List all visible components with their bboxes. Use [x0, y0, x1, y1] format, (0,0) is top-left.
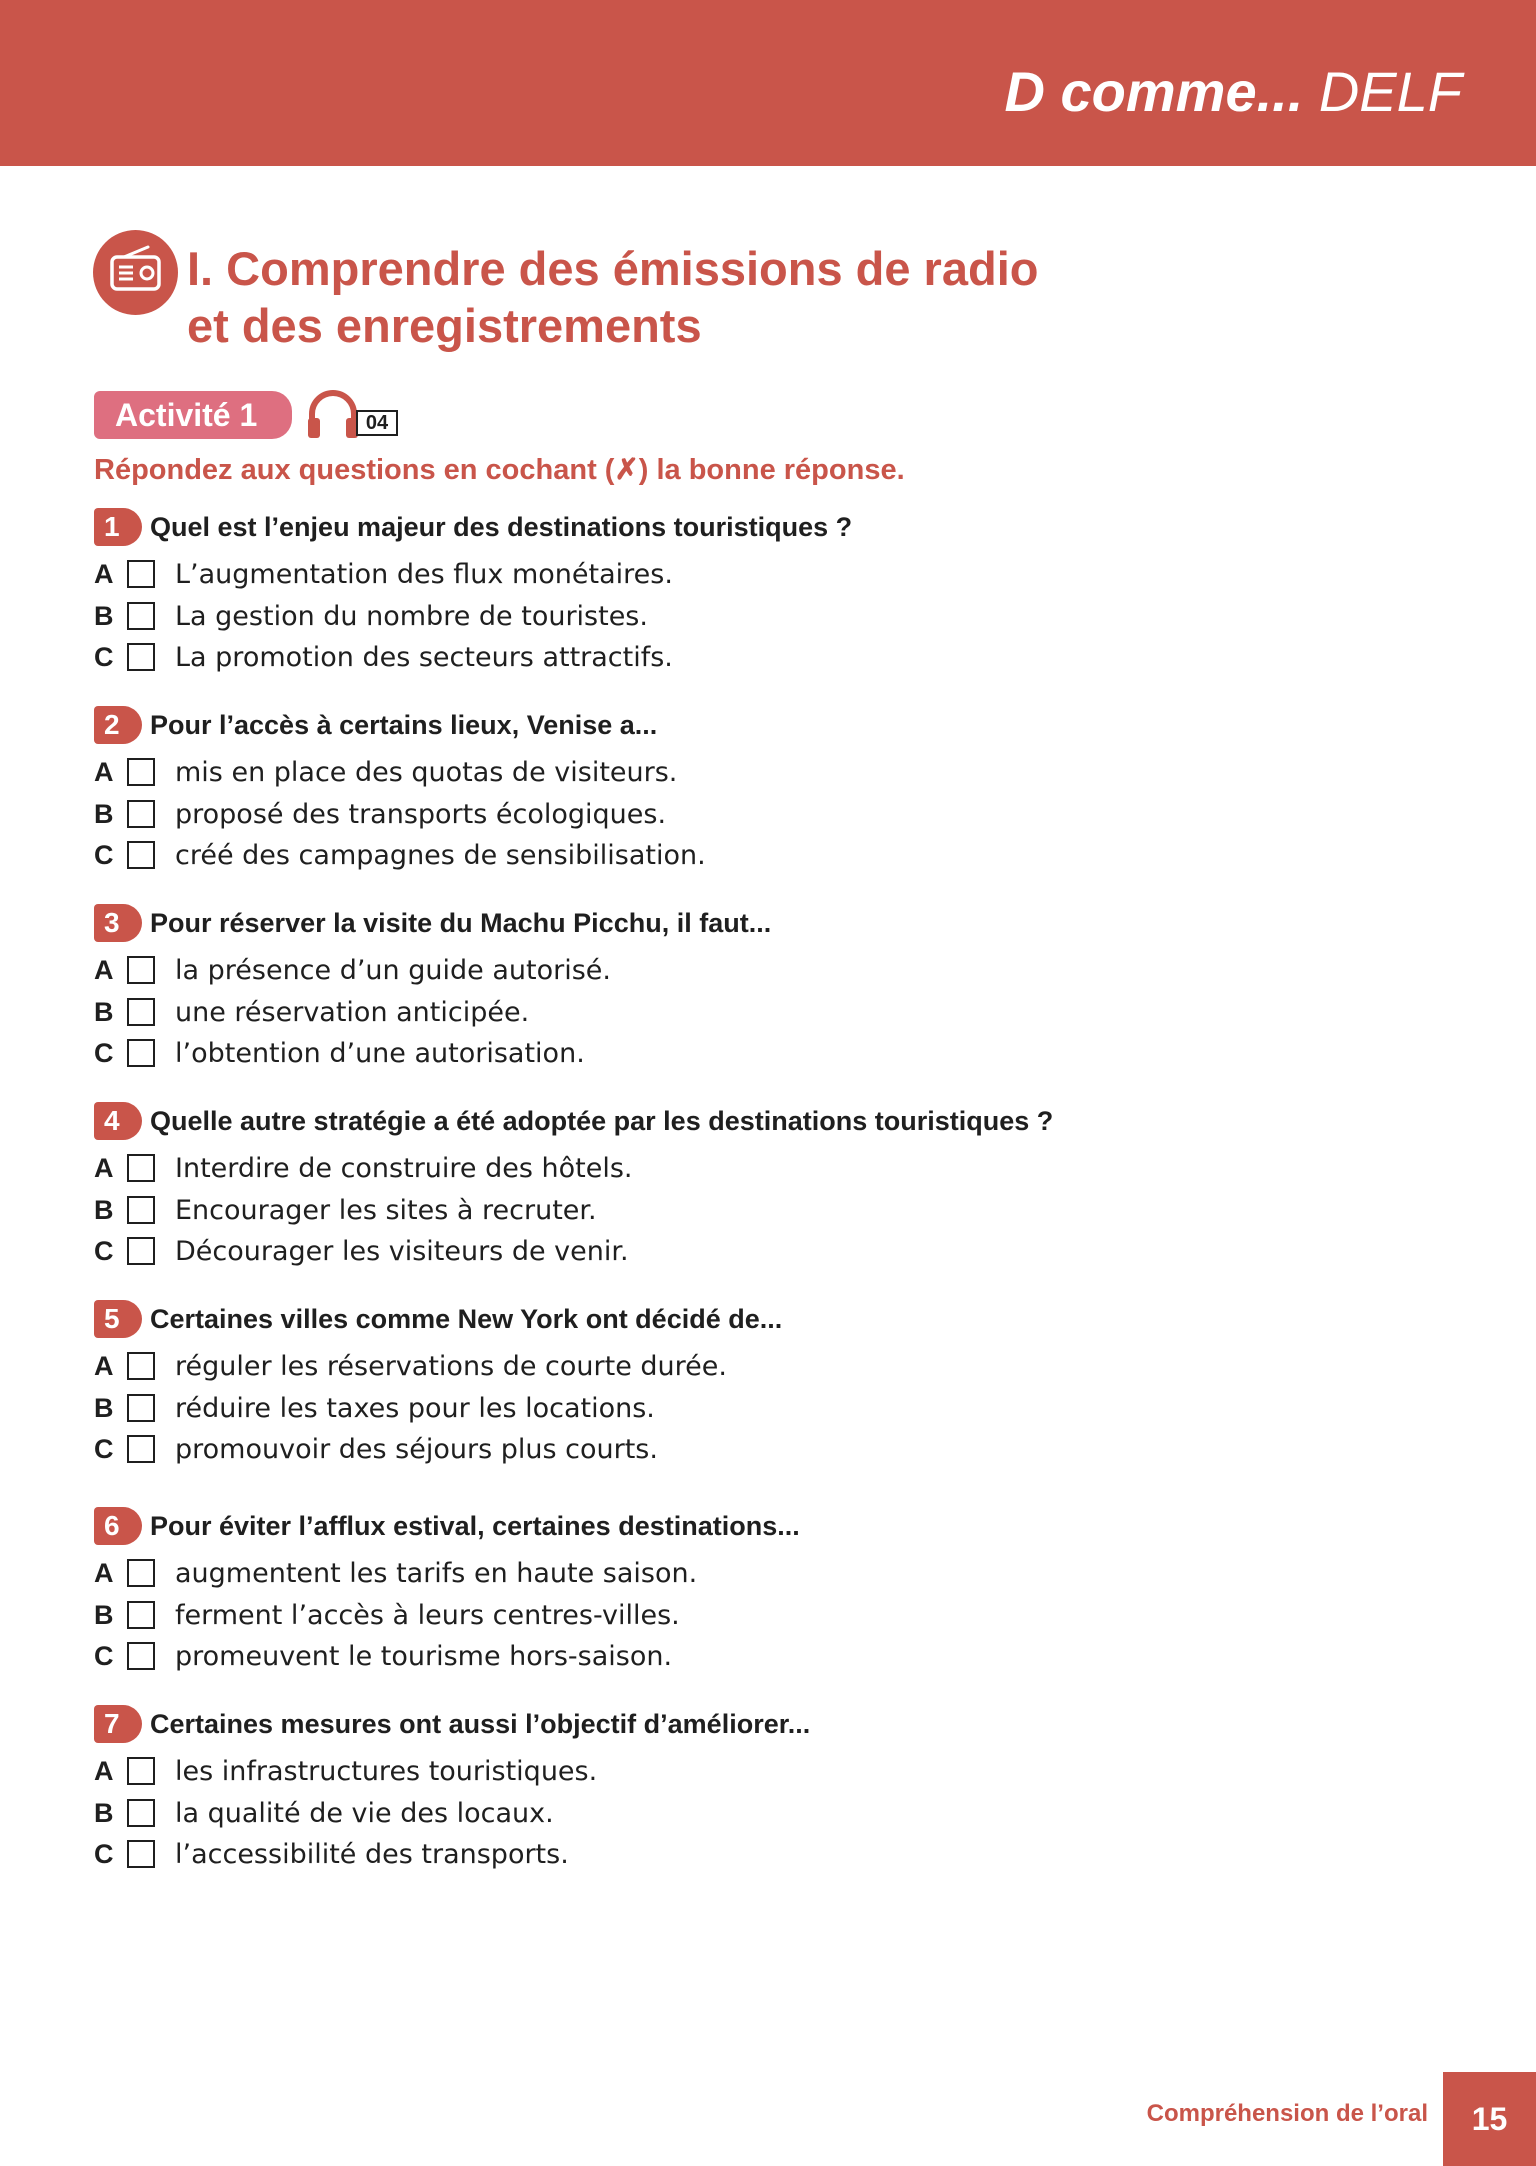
option-text: L’augmentation des flux monétaires.: [175, 559, 673, 590]
answer-checkbox[interactable]: [127, 841, 155, 869]
question-3: [94, 902, 1394, 1075]
page-header: [0, 0, 1536, 166]
option-text: une réservation anticipée.: [175, 996, 530, 1028]
option-text: promouvoir des séjours plus courts.: [175, 1434, 658, 1465]
answer-checkbox[interactable]: [127, 1757, 155, 1785]
option-text: Décourager les visiteurs de venir.: [175, 1236, 629, 1267]
answer-checkbox[interactable]: [127, 758, 155, 786]
section-title: [187, 240, 1038, 354]
book-title: [1005, 54, 1462, 130]
option-a: [94, 1148, 1394, 1190]
question-7: [94, 1703, 1394, 1876]
option-text: réguler les réservations de courte durée.: [175, 1351, 727, 1382]
option-letter: B: [94, 1599, 114, 1630]
answer-checkbox[interactable]: [127, 1039, 155, 1067]
answer-checkbox[interactable]: [127, 560, 155, 588]
answer-checkbox[interactable]: [127, 998, 155, 1026]
option-letter: B: [94, 996, 114, 1027]
option-text: ferment l’accès à leurs centres-villes.: [175, 1599, 680, 1631]
answer-checkbox[interactable]: [127, 1799, 155, 1827]
option-letter: C: [94, 1236, 114, 1266]
option-letter: A: [94, 757, 114, 787]
question-text: Pour l’accès à certains lieux, Venise a...: [150, 710, 658, 740]
option-letter: B: [94, 1194, 114, 1225]
option-letter: B: [94, 798, 114, 829]
option-text: l’obtention d’une autorisation.: [175, 1038, 585, 1069]
option-c: [94, 637, 1394, 679]
option-b: [94, 1190, 1394, 1232]
option-text: réduire les taxes pour les locations.: [175, 1392, 655, 1424]
activity-label: Activité 1: [94, 391, 292, 439]
option-c: [94, 835, 1394, 877]
option-text: la présence d’un guide autorisé.: [175, 955, 611, 986]
option-a: [94, 1346, 1394, 1388]
option-c: [94, 1231, 1394, 1273]
option-text: augmentent les tarifs en haute saison.: [175, 1558, 698, 1589]
book-title-bold: D comme...: [1004, 60, 1304, 123]
option-letter: A: [94, 1153, 114, 1183]
question-4: [94, 1100, 1394, 1273]
question-1: [94, 506, 1394, 679]
option-text: créé des campagnes de sensibilisation.: [175, 840, 706, 871]
option-c: [94, 1033, 1394, 1075]
option-b: [94, 794, 1394, 836]
option-a: [94, 950, 1394, 992]
section-title-line1: I. Comprendre des émissions de radio: [187, 242, 1039, 295]
answer-checkbox[interactable]: [127, 956, 155, 984]
question-number: 4: [94, 1102, 142, 1140]
option-text: promeuvent le tourisme hors-saison.: [175, 1641, 673, 1672]
option-c: [94, 1834, 1394, 1876]
option-c: [94, 1636, 1394, 1678]
audio-track-number: 04: [356, 410, 398, 436]
option-letter: B: [94, 1797, 114, 1828]
option-letter: C: [94, 840, 114, 870]
question-2: [94, 704, 1394, 877]
option-text: La promotion des secteurs attractifs.: [175, 642, 673, 673]
answer-checkbox[interactable]: [127, 1559, 155, 1587]
question-number: 5: [94, 1300, 142, 1338]
option-b: [94, 992, 1394, 1034]
option-text: La gestion du nombre de touristes.: [175, 600, 648, 632]
option-a: [94, 554, 1394, 596]
option-letter: C: [94, 1839, 114, 1869]
option-b: [94, 1793, 1394, 1835]
option-text: proposé des transports écologiques.: [175, 798, 667, 830]
question-text: Certaines villes comme New York ont décidé de...: [150, 1304, 783, 1334]
question-text: Quel est l’enjeu majeur des destinations touristiques ?: [150, 512, 853, 542]
footer-section-label: Compréhension de l’oral: [1146, 2100, 1428, 2127]
question-number: 1: [94, 508, 142, 546]
option-letter: C: [94, 1434, 114, 1464]
option-a: [94, 752, 1394, 794]
book-title-rest: DELF: [1303, 60, 1462, 123]
option-letter: C: [94, 1641, 114, 1671]
headphones-icon[interactable]: [306, 388, 360, 444]
option-text: mis en place des quotas de visiteurs.: [175, 757, 678, 788]
answer-checkbox[interactable]: [127, 1196, 155, 1224]
answer-checkbox[interactable]: [127, 1601, 155, 1629]
option-letter: A: [94, 1558, 114, 1588]
option-text: Interdire de construire des hôtels.: [175, 1153, 633, 1184]
question-text: Quelle autre stratégie a été adoptée par les destinations touristiques ?: [150, 1106, 1054, 1136]
option-text: la qualité de vie des locaux.: [175, 1797, 554, 1829]
option-letter: A: [94, 1351, 114, 1381]
answer-checkbox[interactable]: [127, 1394, 155, 1422]
option-text: les infrastructures touristiques.: [175, 1756, 598, 1787]
option-text: l’accessibilité des transports.: [175, 1839, 569, 1870]
question-6: [94, 1505, 1394, 1678]
answer-checkbox[interactable]: [127, 1154, 155, 1182]
question-text: Pour réserver la visite du Machu Picchu, il faut...: [150, 908, 772, 938]
option-text: Encourager les sites à recruter.: [175, 1194, 597, 1226]
question-text: Pour éviter l’afflux estival, certaines destinations...: [150, 1511, 800, 1541]
question-text: Certaines mesures ont aussi l’objectif d’améliorer...: [150, 1709, 811, 1739]
answer-checkbox[interactable]: [127, 643, 155, 671]
answer-checkbox[interactable]: [127, 1435, 155, 1463]
answer-checkbox[interactable]: [127, 602, 155, 630]
option-b: [94, 596, 1394, 638]
question-number: 6: [94, 1507, 142, 1545]
page-number: 15: [1443, 2072, 1536, 2166]
option-a: [94, 1751, 1394, 1793]
answer-checkbox[interactable]: [127, 1237, 155, 1265]
option-letter: A: [94, 1756, 114, 1786]
option-letter: C: [94, 642, 114, 672]
question-number: 3: [94, 904, 142, 942]
option-a: [94, 1553, 1394, 1595]
question-number: 7: [94, 1705, 142, 1743]
option-b: [94, 1388, 1394, 1430]
answer-checkbox[interactable]: [127, 1352, 155, 1380]
option-b: [94, 1595, 1394, 1637]
option-letter: C: [94, 1038, 114, 1068]
radio-icon: [93, 230, 178, 315]
option-letter: B: [94, 600, 114, 631]
option-letter: A: [94, 955, 114, 985]
question-5: [94, 1298, 1394, 1471]
question-number: 2: [94, 706, 142, 744]
answer-checkbox[interactable]: [127, 1642, 155, 1670]
answer-checkbox[interactable]: [127, 800, 155, 828]
option-letter: B: [94, 1392, 114, 1423]
instruction: Répondez aux questions en cochant (✗) la bonne réponse.: [94, 454, 905, 486]
answer-checkbox[interactable]: [127, 1840, 155, 1868]
option-c: [94, 1429, 1394, 1471]
option-letter: A: [94, 559, 114, 589]
section-title-line2: et des enregistrements: [187, 299, 702, 352]
